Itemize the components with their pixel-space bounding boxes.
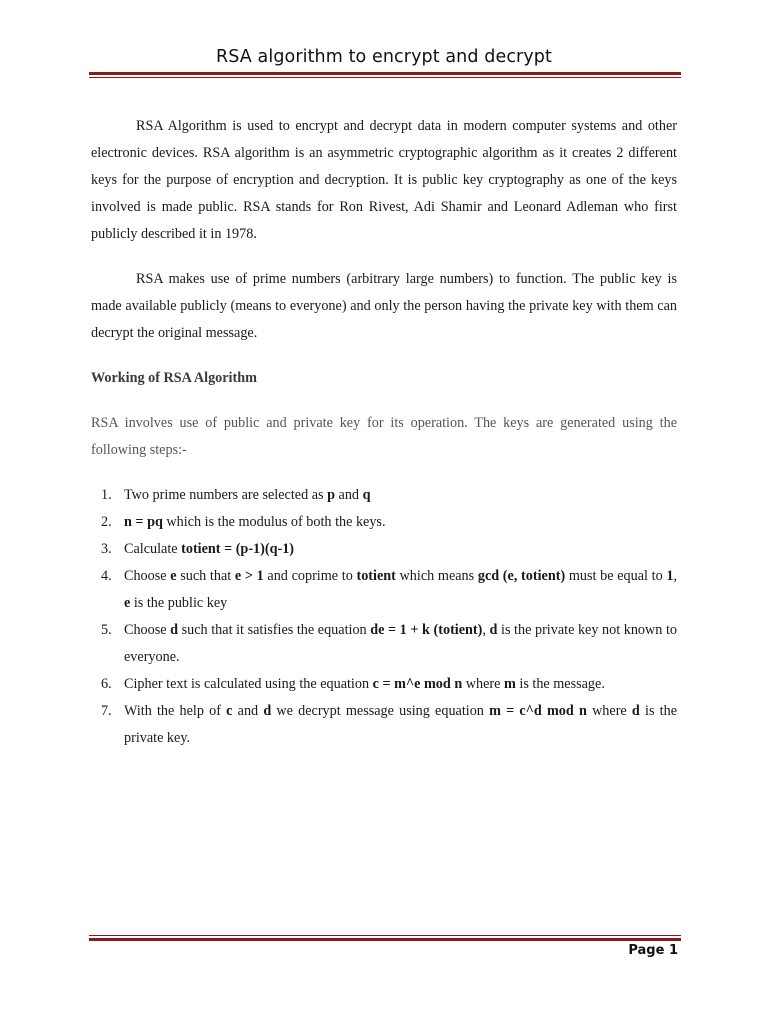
step-text: we decrypt message using equation xyxy=(271,703,490,719)
step-text: and xyxy=(232,703,264,719)
step-term: d xyxy=(170,622,179,638)
step-number: 2. xyxy=(101,514,112,530)
step-text: With the help of xyxy=(124,703,227,719)
step-item xyxy=(91,482,677,509)
step-text: Cipher text is calculated using the equation xyxy=(124,676,373,692)
page-title: RSA algorithm to encrypt and decrypt xyxy=(216,47,552,67)
step-term: c = m^e mod n xyxy=(372,676,463,692)
step-text: , xyxy=(482,622,490,638)
step-text: and xyxy=(334,487,363,503)
footer-divider xyxy=(89,935,681,941)
steps-intro: RSA involves use of public and private key for its operation. The keys are generated using the following steps:- xyxy=(91,415,677,458)
step-text: which means xyxy=(395,568,478,584)
step-term: n = pq xyxy=(124,514,163,530)
header-divider-thick-line xyxy=(89,72,681,75)
header-divider-thin-line xyxy=(89,77,681,78)
step-term: d xyxy=(489,622,498,638)
step-text: is the private key. xyxy=(124,703,677,746)
step-text: is the public key xyxy=(130,595,228,611)
step-text: , xyxy=(673,568,677,584)
step-number: 6. xyxy=(101,676,112,692)
step-term: e xyxy=(170,568,177,584)
step-term: 1 xyxy=(666,568,674,584)
step-text: and coprime to xyxy=(263,568,357,584)
step-term: d xyxy=(263,703,272,719)
step-term: e > 1 xyxy=(234,568,264,584)
step-text: where xyxy=(586,703,632,719)
step-term: de = 1 + k (totient) xyxy=(370,622,483,638)
steps-list xyxy=(91,482,677,752)
step-text: is the message. xyxy=(515,676,605,692)
step-term: m xyxy=(504,676,516,692)
document-body xyxy=(91,113,677,752)
step-item xyxy=(91,698,677,752)
step-text: such that it satisfies the equation xyxy=(178,622,371,638)
step-number: 1. xyxy=(101,487,112,503)
step-text: Choose xyxy=(124,622,171,638)
footer-divider-thin-line xyxy=(89,935,681,936)
step-text: must be equal to xyxy=(565,568,667,584)
step-text: is the private key not known to everyone. xyxy=(124,622,677,665)
step-text: where xyxy=(462,676,504,692)
step-text: such that xyxy=(176,568,235,584)
step-term: e xyxy=(124,595,131,611)
footer-divider-thick-line xyxy=(89,938,681,941)
step-term: d xyxy=(631,703,640,719)
step-number: 5. xyxy=(101,622,112,638)
step-item xyxy=(91,536,677,563)
step-text: which is the modulus of both the keys. xyxy=(162,514,386,530)
paragraph-rsa-overview: RSA Algorithm is used to encrypt and decrypt data in modern computer systems and other electronic devices. RSA algorithm is an asymmetric cryptographic algorithm as it creates 2 different keys for the purpose of encryption and decryption. It is public key cryptography as one of the keys involved is made public. RSA stands for Ron Rivest, Adi Shamir and Leonard Adleman who first publicly described it in 1978. xyxy=(91,118,677,242)
step-term: c xyxy=(226,703,233,719)
page-number: Page 1 xyxy=(628,943,678,958)
step-number: 7. xyxy=(101,703,112,719)
step-term: gcd (e, totient) xyxy=(477,568,566,584)
step-number: 4. xyxy=(101,568,112,584)
step-item xyxy=(91,509,677,536)
step-item xyxy=(91,563,677,617)
paragraph-prime-numbers: RSA makes use of prime numbers (arbitrary large numbers) to function. The public key is made available publicly (means to everyone) and only the person having the private key with them can decrypt the original message. xyxy=(91,271,677,341)
step-item xyxy=(91,617,677,671)
step-term: m = c^d mod n xyxy=(489,703,587,719)
step-term: totient xyxy=(356,568,396,584)
step-term: q xyxy=(362,487,371,503)
step-text: Two prime numbers are selected as xyxy=(124,487,328,503)
step-term: p xyxy=(327,487,335,503)
section-heading: Working of RSA Algorithm xyxy=(91,370,257,386)
step-text: Calculate xyxy=(124,541,182,557)
header-divider xyxy=(89,72,681,78)
step-term: totient = (p-1)(q-1) xyxy=(181,541,295,557)
step-item xyxy=(91,671,677,698)
step-number: 3. xyxy=(101,541,112,557)
step-text: Choose xyxy=(124,568,171,584)
